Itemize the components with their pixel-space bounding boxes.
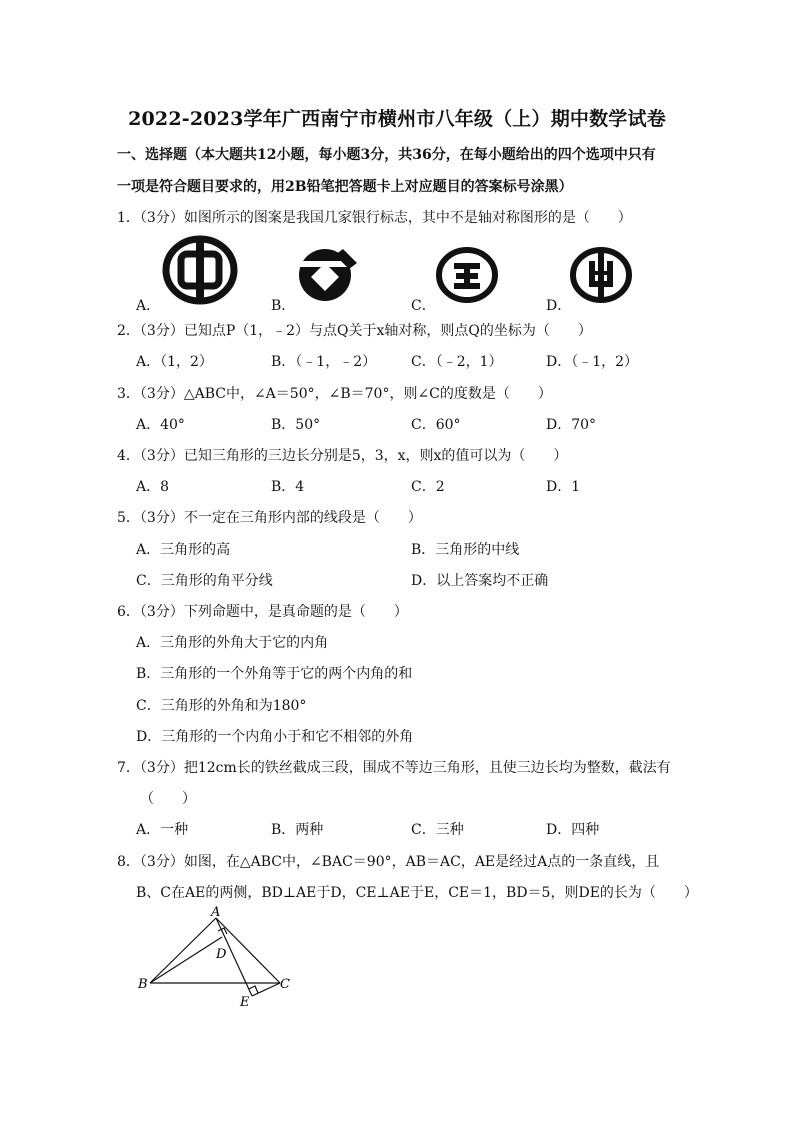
q7-option-c: C．三种 (411, 822, 464, 838)
q4-option-a: A．8 (136, 479, 170, 495)
label-c: C (280, 977, 290, 992)
segment-ab (150, 918, 216, 983)
q8-triangle-figure (130, 904, 300, 1010)
q1-option-b: B． (271, 298, 296, 314)
label-a: A (211, 905, 221, 920)
q5-option-c: C．三角形的角平分线 (136, 573, 273, 589)
question-7-stem-cont: （ ） (140, 791, 196, 807)
q7-option-d: D．四种 (546, 822, 600, 838)
q7-option-b: B．两种 (271, 822, 324, 838)
q5-option-d: D．以上答案均不正确 (411, 573, 549, 589)
q6-option-b: B．三角形的一个外角等于它的两个内角的和 (136, 666, 413, 682)
q2-option-b: B．（﹣1，﹣2） (271, 354, 377, 370)
question-8-stem-cont: B、C在AE的两侧，BD⊥AE于D，CE⊥AE于E，CE＝1，BD＝5，则DE的长为（ ） (136, 885, 698, 901)
segment-bd (150, 937, 222, 983)
label-d: D (216, 947, 227, 962)
q3-option-b: B．50° (271, 417, 321, 433)
q3-option-a: A．40° (136, 417, 185, 433)
section-heading-line2: 一项是符合题目要求的，用2B铅笔把答题卡上对应题目的答案标号涂黑） (117, 179, 573, 195)
q3-option-d: D．70° (546, 417, 597, 433)
question-1-stem: 1．（3分）如图所示的图案是我国几家银行标志，其中不是轴对称图形的是（ ） (117, 210, 632, 226)
icbc-logo-icon (435, 247, 499, 303)
q3-option-c: C．60° (411, 417, 461, 433)
q7-option-a: A．一种 (136, 822, 189, 838)
question-5-stem: 5．（3分）不一定在三角形内部的线段是（ ） (117, 510, 422, 526)
q1-option-c: C． (411, 298, 436, 314)
q4-option-c: C．2 (411, 479, 445, 495)
construction-bank-logo-icon (295, 247, 359, 301)
question-7-stem: 7．（3分）把12cm长的铁丝截成三段，围成不等边三角形，且使三边长均为整数，截法有 (117, 760, 671, 776)
q2-option-a: A．（1，2） (136, 354, 213, 370)
question-4-stem: 4．（3分）已知三角形的三边长分别是5，3，x，则x的值可以为（ ） (117, 448, 568, 464)
q2-option-c: C．（﹣2，1） (411, 354, 503, 370)
q2-option-d: D．（﹣1，2） (546, 354, 639, 370)
q1-option-d: D． (546, 298, 572, 314)
page-title: 2022-2023学年广西南宁市横州市八年级（上）期中数学试卷 (128, 108, 666, 130)
bank-of-china-logo-icon (161, 235, 239, 305)
question-2-stem: 2．（3分）已知点P（1，﹣2）与点Q关于x轴对称，则点Q的坐标为（ ） (117, 323, 592, 339)
question-6-stem: 6．（3分）下列命题中，是真命题的是（ ） (117, 604, 408, 620)
q6-option-a: A．三角形的外角大于它的内角 (136, 635, 329, 651)
q5-option-b: B．三角形的中线 (411, 542, 520, 558)
question-8-stem: 8．（3分）如图，在△ABC中，∠BAC＝90°，AB＝AC，AE是经过A点的一条直线，且 (117, 854, 660, 870)
question-3-stem: 3．（3分）△ABC中，∠A＝50°，∠B＝70°，则∠C的度数是（ ） (117, 386, 552, 402)
q6-option-c: C．三角形的外角和为180° (136, 698, 307, 714)
q5-option-a: A．三角形的高 (136, 542, 231, 558)
q6-option-d: D．三角形的一个内角小于和它不相邻的外角 (136, 729, 414, 745)
q1-option-a: A． (136, 298, 161, 314)
q4-option-d: D．1 (546, 479, 581, 495)
section-heading-line1: 一、选择题（本大题共12小题，每小题3分，共36分，在每小题给出的四个选项中只有 (117, 147, 656, 163)
q4-option-b: B．4 (271, 479, 305, 495)
label-b: B (138, 977, 148, 992)
label-e: E (240, 995, 250, 1010)
agricultural-bank-logo-icon (569, 247, 633, 303)
